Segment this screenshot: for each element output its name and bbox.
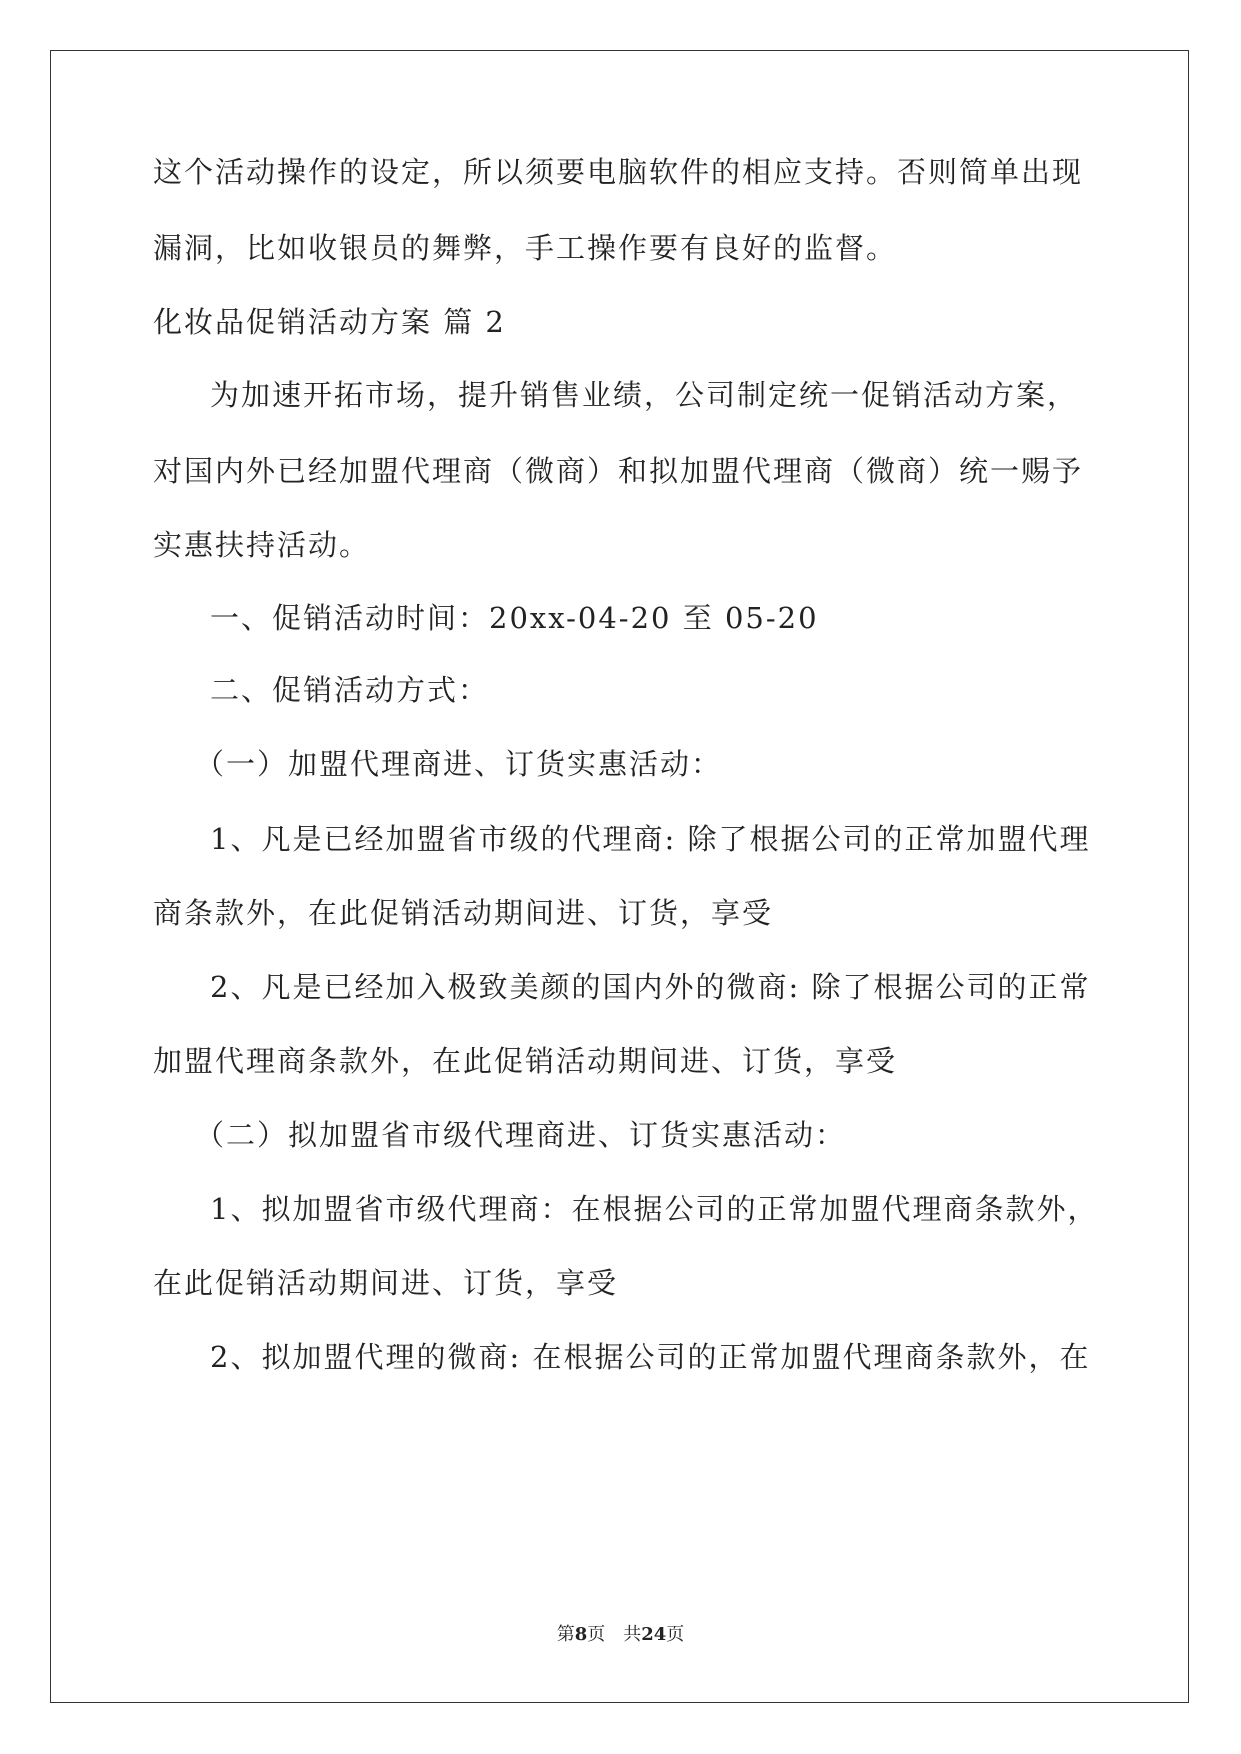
subsection-1-item-2-cont: 加盟代理商条款外，在此促销活动期间进、订货，享受 [153, 1044, 898, 1078]
footer-total-pages: 24 [641, 1624, 667, 1645]
page-footer [0, 1620, 1241, 1646]
item-time: 一、促销活动时间：20xx-04-20 至 05-20 [210, 601, 819, 635]
subsection-2-item-2: 2、拟加盟代理的微商: 在根据公司的正常加盟代理商条款外，在 [210, 1340, 1091, 1374]
item-method: 二、促销活动方式： [210, 673, 490, 707]
footer-suffix: 页 [666, 1624, 685, 1645]
footer-prefix: 第 [556, 1624, 575, 1645]
page-border [50, 50, 1189, 1703]
section-heading: 化妆品促销活动方案 篇 2 [153, 305, 506, 339]
subsection-1-heading: （一）加盟代理商进、订货实惠活动： [195, 747, 723, 781]
body-line-2: 漏洞，比如收银员的舞弊，手工操作要有良好的监督。 [153, 231, 898, 265]
footer-page-number: 8 [574, 1624, 588, 1645]
subsection-1-item-2: 2、凡是已经加入极致美颜的国内外的微商: 除了根据公司的正常 [210, 970, 1091, 1004]
subsection-1-item-1: 1、凡是已经加盟省市级的代理商: 除了根据公司的正常加盟代理 [210, 822, 1091, 856]
body-line-5: 实惠扶持活动。 [153, 528, 371, 562]
subsection-2-item-1: 1、拟加盟省市级代理商：在根据公司的正常加盟代理商条款外， [210, 1192, 1099, 1226]
body-line-3: 为加速开拓市场，提升销售业绩，公司制定统一促销活动方案， [210, 378, 1079, 412]
subsection-2-item-1-cont: 在此促销活动期间进、订货，享受 [153, 1266, 619, 1300]
subsection-2-heading: （二）拟加盟省市级代理商进、订货实惠活动： [195, 1118, 847, 1152]
footer-mid: 页 共 [587, 1624, 642, 1645]
body-line-4: 对国内外已经加盟代理商（微商）和拟加盟代理商（微商）统一赐予 [153, 454, 1084, 488]
body-line-1: 这个活动操作的设定，所以须要电脑软件的相应支持。否则简单出现 [153, 155, 1084, 189]
subsection-1-item-1-cont: 商条款外，在此促销活动期间进、订货，享受 [153, 896, 774, 930]
